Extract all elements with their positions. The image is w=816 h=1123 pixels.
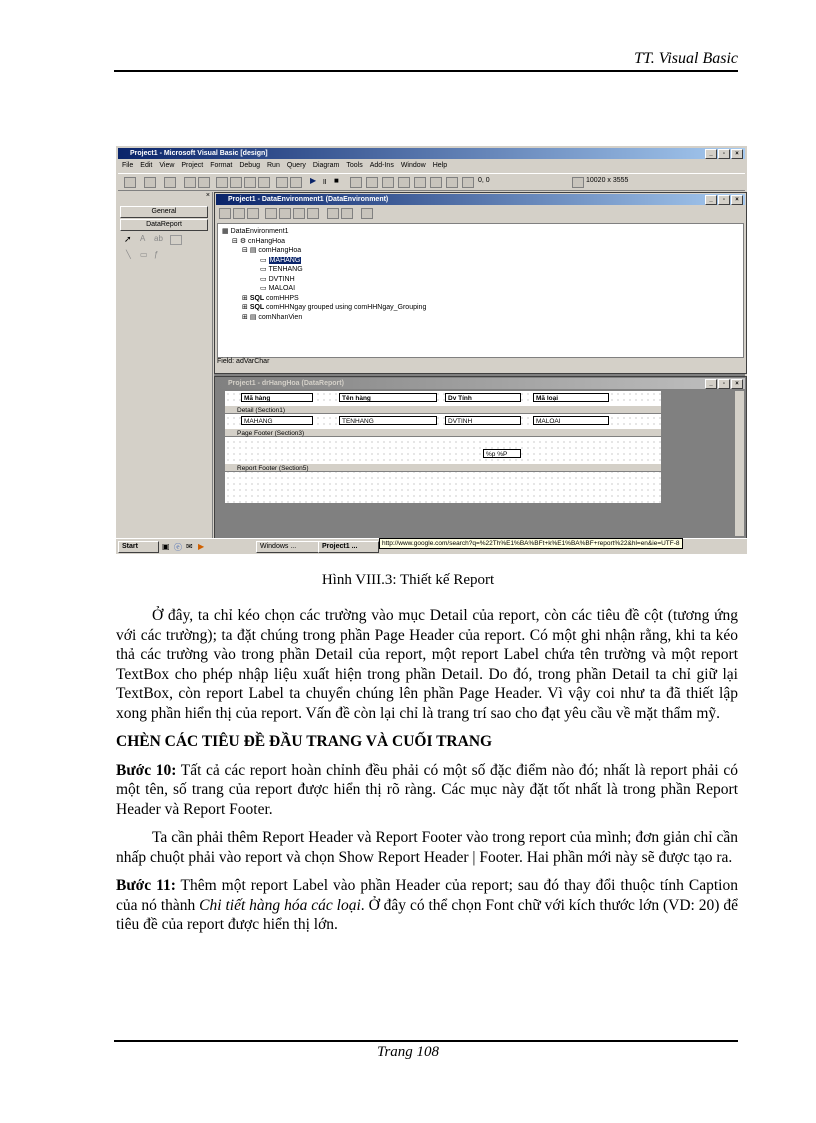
- menu-file[interactable]: File: [122, 162, 134, 169]
- main-toolbar: [118, 173, 745, 191]
- menu-tools[interactable]: Tools: [346, 162, 363, 169]
- header-rule: [114, 70, 738, 72]
- tree-node-comhhps[interactable]: ⊞ SQL comHHPS: [242, 294, 299, 302]
- pointer-icon[interactable]: ➚: [124, 234, 132, 244]
- add-form-icon[interactable]: [144, 177, 156, 188]
- tree-node-connection[interactable]: ⊟ ⚙ cnHangHoa: [232, 237, 286, 245]
- size-readout: 10020 x 3555: [586, 177, 629, 184]
- datareport-title: Project1 - drHangHoa (DataReport): [228, 380, 344, 387]
- cut-icon[interactable]: [216, 177, 228, 188]
- run-icon[interactable]: ▶: [310, 176, 317, 185]
- dataenv-title: Project1 - DataEnvironment1 (DataEnvironment): [228, 196, 389, 203]
- open-icon[interactable]: [184, 177, 196, 188]
- section-heading: CHÈN CÁC TIÊU ĐỀ ĐẦU TRANG VÀ CUỐI TRANG: [116, 733, 493, 750]
- shape-tool-icon[interactable]: ▭: [140, 250, 148, 259]
- report-close-icon[interactable]: ×: [731, 379, 743, 389]
- line-tool-icon[interactable]: ╲: [126, 250, 131, 259]
- datareport-window: [214, 376, 747, 540]
- view-code-icon[interactable]: [341, 208, 353, 219]
- tree-node-field-maloai[interactable]: ▭ MALOAI: [260, 285, 296, 292]
- footer-rule: [114, 1040, 738, 1042]
- undo-icon[interactable]: [276, 177, 288, 188]
- properties-dataenv-icon[interactable]: [307, 208, 319, 219]
- desktop-icon[interactable]: ▣: [162, 542, 170, 551]
- detail-field-tenhang[interactable]: TENHANG: [339, 416, 437, 425]
- app-title: Project1 - Microsoft Visual Basic [design]: [130, 150, 268, 157]
- toolbox-tab-general[interactable]: General: [120, 206, 208, 218]
- datareport-titlebar: [216, 378, 745, 389]
- dataenv-toolbar: [219, 207, 499, 221]
- toolbox-panel: [118, 192, 213, 538]
- menu-run[interactable]: Run: [267, 162, 280, 169]
- add-project-icon[interactable]: [124, 177, 136, 188]
- redo-icon[interactable]: [290, 177, 302, 188]
- report-restore-icon[interactable]: ▫: [718, 379, 730, 389]
- object-browser-icon[interactable]: [398, 177, 410, 188]
- menu-diagram[interactable]: Diagram: [312, 162, 340, 169]
- toolbox-close-icon[interactable]: ×: [205, 192, 210, 199]
- paragraph-1: Ở đây, ta chỉ kéo chọn các trường vào mục Detail của report, còn các tiêu đề cột (tương ứng với các trường); ta đặt chúng trong phần Page Header của report. Có một ghi nhận rằng, khi ta kéo thả các trường vào trong phần Detail của report, một report Label chứa tên trường và một report TextBox cho phép nhập liệu xuất hiện trong phần Detail. Do đó, trong phần Detail ta chỉ giữ lại TextBox, còn report Label ta chuyển chúng lên phần Page Header. Vì vậy coi như ta đã thiết lập xong phần hiển thị của report. Vấn đề còn lại chỉ là trang trí sao cho đạt yêu cầu về mặt thẩm mỹ.: [116, 607, 738, 722]
- figure-caption: Hình VIII.3: Thiết kế Report: [321, 572, 495, 588]
- menu-help[interactable]: Help: [432, 162, 448, 169]
- refresh-icon[interactable]: [279, 208, 291, 219]
- dataenv-minimize-icon[interactable]: _: [705, 195, 717, 205]
- dataenv-close-icon[interactable]: ×: [731, 195, 743, 205]
- insert-stored-procedure-icon[interactable]: [247, 208, 259, 219]
- save-icon[interactable]: [198, 177, 210, 188]
- menu-format[interactable]: Format: [210, 162, 233, 169]
- pause-icon[interactable]: ॥: [322, 177, 327, 186]
- delete-icon[interactable]: [265, 208, 277, 219]
- arrange-icon[interactable]: [361, 208, 373, 219]
- header-label-maloai[interactable]: Mã loại: [533, 393, 609, 402]
- label-tool-icon[interactable]: A: [140, 234, 146, 243]
- dataenv-tree-panel: [217, 223, 744, 358]
- header-label-mahang[interactable]: Mã hàng: [241, 393, 313, 402]
- media-icon[interactable]: ▶: [198, 542, 205, 551]
- page-number: Trang 108: [376, 1044, 440, 1060]
- menubar: [118, 160, 447, 171]
- dataenv-tree: [222, 227, 426, 322]
- field-icon: ▭: [260, 256, 269, 264]
- tree-node-field-mahang[interactable]: ▭ MAHANG: [260, 256, 301, 264]
- close-icon[interactable]: ×: [731, 149, 743, 159]
- add-command-icon[interactable]: [233, 208, 245, 219]
- url-tooltip: http://www.google.com/search?q=%22Th%E1%BA%BFt+k%E1%BA%BF+report%22&hl=en&ie=UTF-8: [379, 538, 683, 549]
- menu-debug[interactable]: Debug: [239, 162, 260, 169]
- outlook-icon[interactable]: ✉: [186, 542, 193, 551]
- tree-node-field-dvtinh[interactable]: ▭ DVTINH: [260, 275, 295, 283]
- add-connection-icon[interactable]: [219, 208, 231, 219]
- dataenv-window: [214, 192, 747, 374]
- report-vertical-scrollbar[interactable]: [735, 391, 744, 536]
- sql-icon: SQL: [249, 304, 267, 311]
- toolbox-icon[interactable]: [414, 177, 426, 188]
- page-footer-field[interactable]: %p %P: [483, 449, 521, 458]
- step-10: Bước 10: Tất cả các report hoàn chỉnh đều phải có một số đặc điểm nào đó; nhất là report phải có một tên, số trang của report được hiển thị rõ ràng. Các mục này đặt tốt nhất là trong phần Report Header và Report Footer.: [116, 761, 738, 818]
- start-button[interactable]: Start: [118, 541, 159, 553]
- size-icon: [572, 177, 584, 188]
- sql-icon: SQL: [249, 294, 267, 302]
- menu-editor-icon[interactable]: [164, 177, 176, 188]
- find-icon[interactable]: [258, 177, 270, 188]
- header-label-tenhang[interactable]: Tên hàng: [339, 393, 437, 402]
- tree-node-comhhngay[interactable]: ⊞ SQL comHHNgay grouped using comHHNgay_Grouping: [242, 304, 427, 311]
- toolbox-tab-datareport[interactable]: DataReport: [120, 219, 208, 231]
- menu-project[interactable]: Project: [181, 162, 204, 169]
- page-header-title: TT. Visual Basic: [634, 50, 738, 67]
- report-canvas: [225, 391, 661, 503]
- expand-icon[interactable]: ⊞: [242, 313, 250, 321]
- image-tool-icon[interactable]: [170, 235, 182, 245]
- command-icon: ▤: [249, 247, 259, 254]
- browser-icon[interactable]: ⓔ: [174, 543, 182, 552]
- restore-icon[interactable]: ▫: [718, 149, 730, 159]
- detail-field-dvtinh[interactable]: DVTINH: [445, 416, 521, 425]
- textbox-tool-icon[interactable]: ab: [154, 234, 163, 243]
- header-label-dvtinh[interactable]: Dv Tính: [445, 393, 521, 402]
- design-icon[interactable]: [293, 208, 305, 219]
- menu-edit[interactable]: Edit: [140, 162, 153, 169]
- band-page-footer[interactable]: Page Footer (Section3): [225, 428, 661, 437]
- paste-icon[interactable]: [244, 177, 256, 188]
- field-icon: ▭: [260, 275, 269, 283]
- project-explorer-icon[interactable]: [350, 177, 362, 188]
- band-report-footer[interactable]: Report Footer (Section5): [225, 463, 661, 472]
- detail-field-maloai[interactable]: MALOAI: [533, 416, 609, 425]
- tree-node-comnhanvien[interactable]: ⊞ ▤ comNhanVien: [242, 313, 303, 321]
- dataenv-restore-icon[interactable]: ▫: [718, 195, 730, 205]
- component-manager-icon[interactable]: [446, 177, 458, 188]
- band-detail[interactable]: Detail (Section1): [225, 405, 661, 414]
- field-status: Field: adVarChar: [217, 358, 270, 365]
- expand-icon[interactable]: ⊞: [242, 294, 250, 302]
- form-layout-icon[interactable]: [382, 177, 394, 188]
- command-icon: ▤: [249, 313, 259, 321]
- copy-icon[interactable]: [230, 177, 242, 188]
- minimize-icon[interactable]: _: [705, 149, 717, 159]
- expand-icon[interactable]: ⊟: [232, 237, 240, 245]
- expand-icon[interactable]: ⊞: [242, 304, 250, 311]
- menu-window[interactable]: Window: [400, 162, 426, 169]
- dataenv-titlebar: [216, 194, 745, 205]
- properties-icon[interactable]: [366, 177, 378, 188]
- vb-ide-screenshot: [116, 146, 747, 554]
- report-minimize-icon[interactable]: _: [705, 379, 717, 389]
- position-icon: [462, 177, 474, 188]
- app-titlebar: [118, 148, 745, 159]
- function-tool-icon[interactable]: ƒ: [154, 250, 159, 259]
- stop-icon[interactable]: ■: [334, 176, 339, 185]
- tree-node-command[interactable]: ⊟ ▤ comHangHoa: [242, 247, 302, 254]
- step-11: Bước 11: Thêm một report Label vào phần Header của report; sau đó thay đổi thuộc tính Caption của nó thành Chi tiết hàng hóa các loại. Ở đây có thể chọn Font chữ với kích thước lớn (VD: 20) để tiêu đề của report được hiển thị lớn.: [116, 877, 738, 933]
- data-view-icon[interactable]: [430, 177, 442, 188]
- tree-node-field-tenhang[interactable]: ▭ TENHANG: [260, 266, 303, 273]
- sort-icon[interactable]: [327, 208, 339, 219]
- task-windows[interactable]: Windows ...: [256, 541, 319, 553]
- coords-readout: 0, 0: [478, 177, 490, 184]
- body-text: [116, 606, 738, 935]
- menu-addins[interactable]: Add-Ins: [369, 162, 394, 169]
- connection-icon: ⚙: [239, 237, 249, 245]
- menu-view[interactable]: View: [159, 162, 175, 169]
- tree-node-dataenvironment[interactable]: ▦ DataEnvironment1: [222, 228, 289, 235]
- field-icon: ▭: [260, 285, 269, 292]
- mdi-workspace: [214, 192, 745, 538]
- task-project1[interactable]: Project1 ...: [318, 541, 379, 553]
- field-icon: ▭: [260, 266, 269, 273]
- dataenv-icon: ▦: [222, 228, 231, 235]
- expand-icon[interactable]: ⊟: [242, 247, 250, 254]
- menu-query[interactable]: Query: [286, 162, 306, 169]
- paragraph-2: Ta cần phải thêm Report Header và Report Footer vào trong report của mình; đơn giản chỉ cần nhấp chuột phải vào report và chọn Show Report Header | Footer. Hai phần mới này sẽ được tạo ra.: [116, 829, 738, 866]
- detail-field-mahang[interactable]: MAHANG: [241, 416, 313, 425]
